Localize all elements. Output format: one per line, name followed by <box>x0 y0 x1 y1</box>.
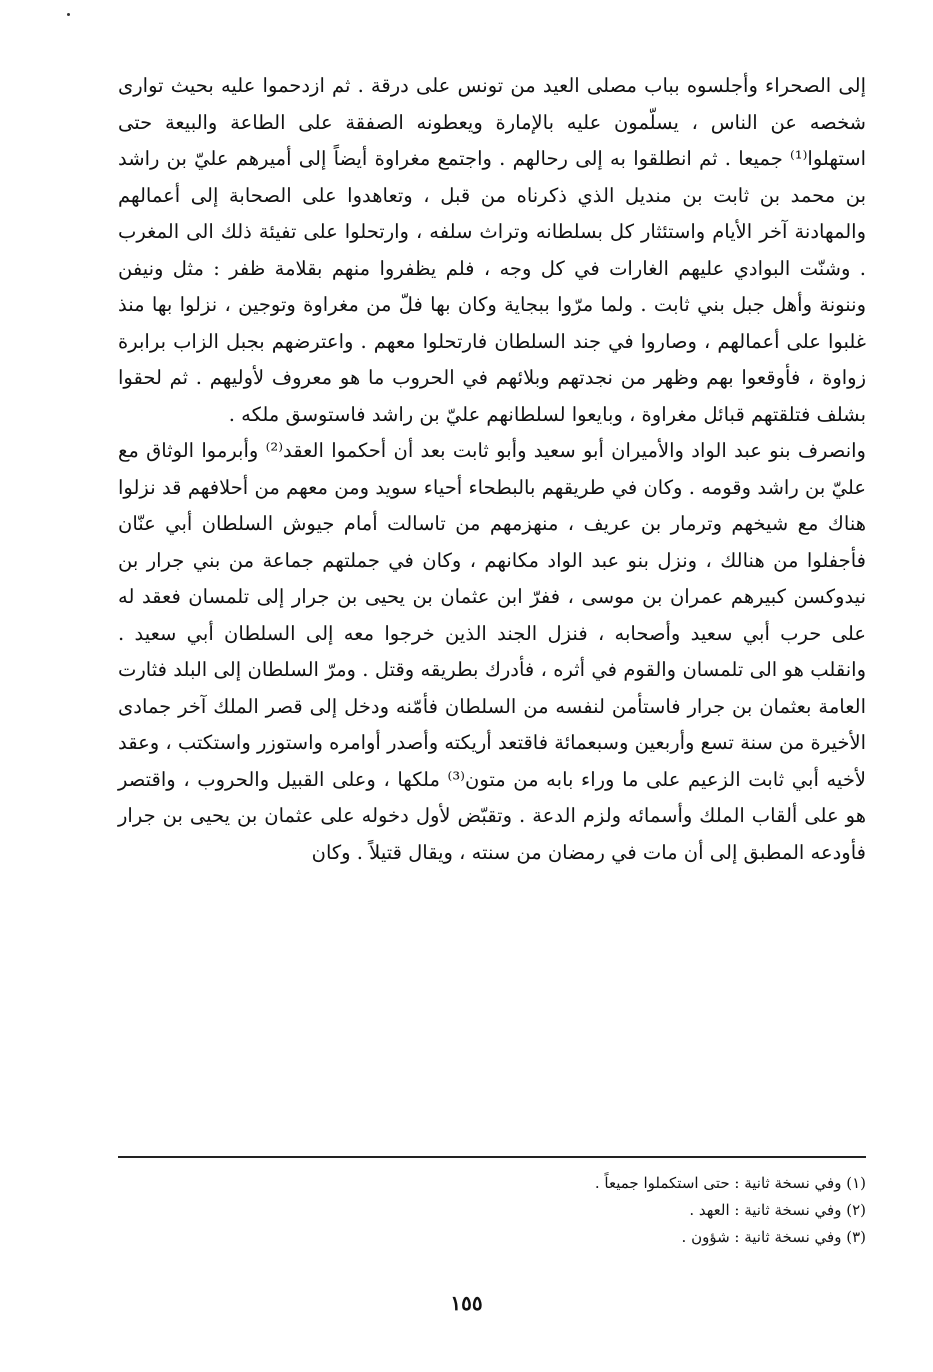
paragraph: إلى الصحراء وأجلسوه بباب مصلى العيد من تونس على درقة . ثم ازدحموا عليه بحيث توارى شخصه عن الناس ، يسلّمون عليه بالإمارة ويعطونه الصفقة على الطاعة والبيعة حتى استهلوا⁽¹⁾ جميعا . ثم انطلقوا به إلى رحالهم . واجتمع مغراوة أيضاً إلى أميرهم عليّ بن راشد بن محمد بن ثابت بن منديل الذي ذكرناه من قبل ، وتعاهدوا على الصحابة إلى أعمالهم والمهادنة آخر الأيام واستئثار كل بسلطانه وتراث سلفه ، وارتحلوا على تفيئة ذلك الى المغرب . وشنّت البوادي عليهم الغارات في كل وجه ، فلم يظفروا منهم بقلامة ظفر : مثل ونيفن وننونة وأهل جبل بني ثابت . ولما مرّوا ببجاية وكان بها فلّ من مغراوة وتوجين ، نزلوا بها منذ غلبوا على أعمالهم ، وصاروا في جند السلطان فارتحلوا معهم . واعترضهم بجبل الزاب برابرة زواوة ، فأوقعوا بهم وظهر من نجدتهم وبلائهم في الحروب ما هو معروف لأوليهم . ثم لحقوا بشلف فتلقتهم قبائل مغراوة ، وبايعوا لسلطانهم عليّ بن راشد فاستوسق ملكه . <box>118 74 866 426</box>
footnotes <box>300 1170 866 1251</box>
paragraph: وانصرف بنو عبد الواد والأميران أبو سعيد وأبو ثابت بعد أن أحكموا العقد⁽²⁾ وأبرموا الوثاق مع عليّ بن راشد وقومه . وكان في طريقهم بالبطحاء أحياء سويد ومن معهم من أحلافهم قد نزلوا هناك مع شيخهم وترمار بن عريف ، منهزمهم من تاسالت أمام جيوش السلطان أبي عنّان فأجفلوا من هنالك ، ونزل بنو عبد الواد مكانهم ، وكان في جملتهم جماعة من بني جرار بن نيدوكسن كبيرهم عمران بن موسى ، ففرّ ابن عثمان بن يحيى بن جرار إلى تلمسان فعقد له على حرب أبي سعيد وأصحابه ، فنزل الجند الذين خرجوا معه إلى السلطان أبي سعيد . وانقلب هو الى تلمسان والقوم في أثره ، فأدرك بطريقه وقتل . ومرّ السلطان إلى البلد فثارت العامة بعثمان بن جرار فاستأمن لنفسه من السلطان فأمّنه ودخل إلى قصر الملك آخر جمادى الأخيرة من سنة تسع وأربعين وسبعمائة فاقتعد أريكته وأصدر أوامره واستوزر واستكتب ، وعقد لأخيه أبي ثابت الزعيم على ما وراء بابه من متون⁽³⁾ ملكها ، وعلى القبيل والحروب ، واقتصر هو على ألقاب الملك وأسمائه ولزم الدعة . وتقبّض لأول دخوله على عثمان بن يحيى بن جرار فأودعه المطبق إلى أن مات في رمضان من سنته ، ويقال قتيلاً . وكان <box>118 439 866 864</box>
main-text <box>118 68 866 871</box>
page-number: ١٥٥ <box>450 1291 483 1315</box>
footnote: (١) وفي نسخة ثانية : حتى استكملوا جميعاً . <box>594 1174 866 1192</box>
footnote: (٣) وفي نسخة ثانية : شؤون . <box>681 1228 866 1246</box>
footnote-separator <box>118 1156 866 1158</box>
footnote: (٢) وفي نسخة ثانية : العهد . <box>689 1201 866 1219</box>
scan-speck <box>67 13 70 16</box>
